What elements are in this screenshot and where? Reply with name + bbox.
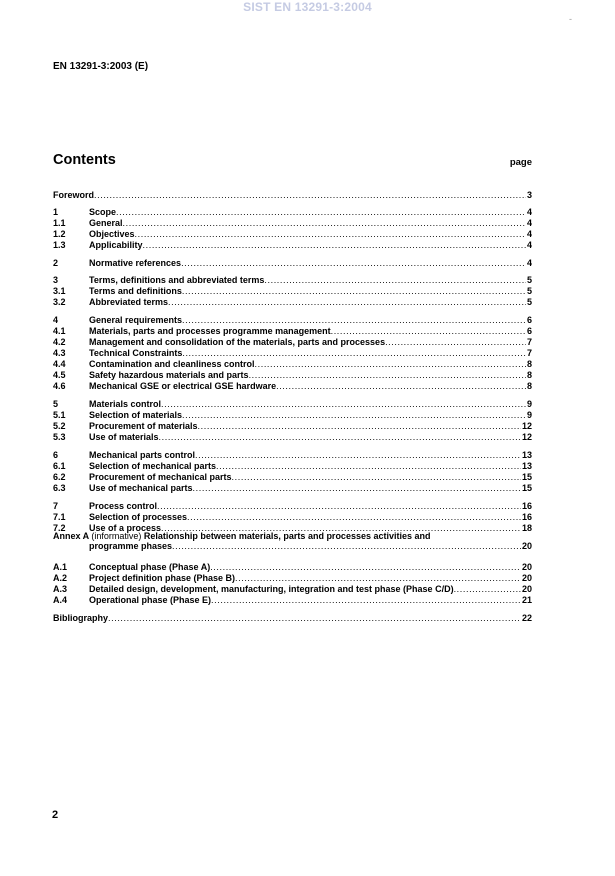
dot-leader xyxy=(331,326,526,337)
toc-entry-page: 15 xyxy=(521,472,532,482)
dot-leader xyxy=(255,359,526,370)
toc-entry[interactable] xyxy=(53,348,532,359)
toc-entry-title: General xyxy=(89,218,123,228)
toc-entry-number: 4.6 xyxy=(53,381,66,391)
toc-entry-title: Use of a process xyxy=(89,523,162,533)
toc-entry-number: A.2 xyxy=(53,573,68,583)
toc-entry-page: 15 xyxy=(521,483,532,493)
dot-leader xyxy=(159,432,521,443)
page-number: 2 xyxy=(52,809,59,821)
toc-entry-title: Process control xyxy=(89,501,158,511)
dot-leader xyxy=(385,337,526,348)
dot-leader xyxy=(454,584,521,595)
toc-entry-number: 4 xyxy=(53,315,59,325)
toc-entry[interactable] xyxy=(53,562,532,573)
toc-entry-number: 6 xyxy=(53,450,59,460)
toc-entry-title: Materials, parts and processes programme management xyxy=(89,326,331,336)
toc-entry[interactable] xyxy=(53,218,532,229)
toc-entry-page: 20 xyxy=(521,541,532,551)
toc-entry-page: 22 xyxy=(521,613,532,623)
toc-entry-page: 4 xyxy=(526,229,532,239)
toc-entry[interactable] xyxy=(53,359,532,370)
toc-entry[interactable] xyxy=(53,207,532,218)
toc-entry-number: 4.3 xyxy=(53,348,66,358)
toc-entry-number: 4.2 xyxy=(53,337,66,347)
toc-entry[interactable] xyxy=(53,483,532,494)
toc-entry-title: Applicability xyxy=(89,240,143,250)
dot-leader xyxy=(216,461,521,472)
toc-entry-number: 4.1 xyxy=(53,326,66,336)
toc-entry-title: Use of mechanical parts xyxy=(89,483,193,493)
dot-leader xyxy=(143,240,526,251)
toc-entry-number: 7.2 xyxy=(53,523,66,533)
toc-entry[interactable] xyxy=(53,258,532,269)
toc-entry-page: 9 xyxy=(526,399,532,409)
toc-entry-title: Scope xyxy=(89,207,117,217)
toc-entry[interactable] xyxy=(53,461,532,472)
annex-note: (informative) xyxy=(91,531,142,541)
toc-entry-title: Procurement of materials xyxy=(89,421,198,431)
dot-leader xyxy=(172,541,521,552)
toc-entry-title: Materials control xyxy=(89,399,162,409)
toc-entry[interactable] xyxy=(53,399,532,410)
dot-leader xyxy=(198,421,521,432)
toc-entry-page: 5 xyxy=(526,286,532,296)
toc-entry[interactable] xyxy=(53,531,532,552)
toc-entry-title: Normative references xyxy=(89,258,182,268)
dot-leader xyxy=(94,190,526,201)
toc-entry-title: Selection of mechanical parts xyxy=(89,461,217,471)
toc-entry[interactable] xyxy=(53,472,532,483)
toc-entry-title: Mechanical parts control xyxy=(89,450,196,460)
toc-entry[interactable] xyxy=(53,240,532,251)
toc-entry[interactable] xyxy=(53,297,532,308)
toc-entry[interactable] xyxy=(53,315,532,326)
dot-leader xyxy=(187,512,521,523)
toc-entry-title-continued: programme phases xyxy=(89,541,173,551)
toc-entry[interactable] xyxy=(53,421,532,432)
toc-entry-number: 5.3 xyxy=(53,432,66,442)
toc-entry-page: 5 xyxy=(526,297,532,307)
toc-entry-page: 12 xyxy=(521,432,532,442)
toc-entry[interactable] xyxy=(53,326,532,337)
page-column-heading: page xyxy=(509,157,532,168)
toc-entry-page: 20 xyxy=(521,562,532,572)
toc-entry[interactable] xyxy=(53,337,532,348)
toc-entry-title: Terms and definitions xyxy=(89,286,182,296)
toc-entry-number: 4.4 xyxy=(53,359,66,369)
toc-entry-title: Project definition phase (Phase B) xyxy=(89,573,236,583)
toc-entry-title: Mechanical GSE or electrical GSE hardware xyxy=(89,381,277,391)
toc-entry[interactable] xyxy=(53,595,532,606)
dot-leader xyxy=(123,218,526,229)
toc-entry-page: 16 xyxy=(521,512,532,522)
toc-entry[interactable] xyxy=(53,275,532,286)
dot-leader xyxy=(264,275,526,286)
watermark: SIST EN 13291-3:2004 xyxy=(243,0,372,14)
dot-leader xyxy=(195,450,521,461)
dot-leader xyxy=(182,315,526,326)
dot-leader xyxy=(161,399,526,410)
toc-entry-page: 6 xyxy=(526,315,532,325)
dot-leader xyxy=(182,410,526,421)
toc-entry-number: 3 xyxy=(53,275,59,285)
toc-entry[interactable] xyxy=(53,584,532,595)
toc-entry-page: 21 xyxy=(521,595,532,605)
toc-entry[interactable] xyxy=(53,229,532,240)
toc-entry-page: 13 xyxy=(521,450,532,460)
toc-entry-title: Bibliography xyxy=(53,613,109,623)
toc-entry-title: Conceptual phase (Phase A) xyxy=(89,562,211,572)
dot-leader xyxy=(182,286,526,297)
toc-entry-number: 5.1 xyxy=(53,410,66,420)
dot-leader xyxy=(193,483,521,494)
toc-entry-number: 3.1 xyxy=(53,286,66,296)
toc-entry-title: Objectives xyxy=(89,229,135,239)
toc-entry[interactable] xyxy=(53,381,532,392)
dot-leader xyxy=(108,613,521,624)
toc-entry-title: Selection of processes xyxy=(89,512,188,522)
toc-entry-title: Selection of materials xyxy=(89,410,183,420)
toc-entry[interactable] xyxy=(53,432,532,443)
toc-entry-page: 20 xyxy=(521,584,532,594)
toc-entry-page: 9 xyxy=(526,410,532,420)
dot-leader xyxy=(210,562,521,573)
toc-entry-title: Contamination and cleanliness control xyxy=(89,359,255,369)
toc-entry-number: 1 xyxy=(53,207,59,217)
toc-entry[interactable] xyxy=(53,450,532,461)
dot-leader xyxy=(135,229,526,240)
toc-entry-number: 7 xyxy=(53,501,59,511)
toc-entry-page: 8 xyxy=(526,381,532,391)
toc-entry-page: 5 xyxy=(526,275,532,285)
toc-entry[interactable] xyxy=(53,573,532,584)
annex-title: Relationship between materials, parts and processes activities and xyxy=(143,531,431,541)
toc-entry-number: 5.2 xyxy=(53,421,66,431)
toc-entry-page: 8 xyxy=(526,370,532,380)
toc-entry-page: 12 xyxy=(521,421,532,431)
dot-leader xyxy=(211,595,521,606)
contents-title: Contents xyxy=(53,152,116,168)
toc-entry-number: 6.3 xyxy=(53,483,66,493)
toc-entry[interactable] xyxy=(53,501,532,512)
toc-entry[interactable] xyxy=(53,512,532,523)
toc-entry-number: 1.1 xyxy=(53,218,66,228)
toc-entry-title: Foreword xyxy=(53,190,95,200)
toc-entry-page: 13 xyxy=(521,461,532,471)
toc-entry-page: 3 xyxy=(526,190,532,200)
toc-entry-number: 3.2 xyxy=(53,297,66,307)
toc-entry-page: 8 xyxy=(526,359,532,369)
annex-label: Annex A xyxy=(53,531,89,541)
toc-entry-page: 4 xyxy=(526,258,532,268)
toc-entry-number: 1.3 xyxy=(53,240,66,250)
toc-entry[interactable] xyxy=(53,613,532,624)
dot-leader xyxy=(276,381,526,392)
toc-entry-title: General requirements xyxy=(89,315,183,325)
toc-entry[interactable] xyxy=(53,370,532,381)
toc-entry-number: A.4 xyxy=(53,595,68,605)
toc-entry[interactable] xyxy=(53,410,532,421)
toc-entry-page: 20 xyxy=(521,573,532,583)
toc-entry[interactable] xyxy=(53,286,532,297)
toc-entry-page: 7 xyxy=(526,348,532,358)
toc-entry-number: A.3 xyxy=(53,584,68,594)
toc-entry-title: Management and consolidation of the materials, parts and processes xyxy=(89,337,386,347)
dot-leader xyxy=(235,573,521,584)
document-id: EN 13291-3:2003 (E) xyxy=(53,61,149,72)
toc-entry-number: 6.2 xyxy=(53,472,66,482)
toc-entry-title: Abbreviated terms xyxy=(89,297,169,307)
dot-leader xyxy=(168,297,526,308)
dot-leader xyxy=(232,472,521,483)
toc-entry-title: Terms, definitions and abbreviated terms xyxy=(89,275,265,285)
dot-leader xyxy=(249,370,526,381)
toc-entry-title: Detailed design, development, manufacturing, integration and test phase (Phase C/D) xyxy=(89,584,454,594)
toc-entry-page: 4 xyxy=(526,240,532,250)
dot-leader xyxy=(181,258,526,269)
toc-entry-number: 1.2 xyxy=(53,229,66,239)
dot-leader xyxy=(182,348,526,359)
toc-entry-page: 4 xyxy=(526,218,532,228)
toc-entry-title: Operational phase (Phase E) xyxy=(89,595,212,605)
toc-entry[interactable] xyxy=(53,190,532,201)
toc-entry-title: Technical Constraints xyxy=(89,348,183,358)
toc-entry-page: 18 xyxy=(521,523,532,533)
toc-entry-page: 7 xyxy=(526,337,532,347)
toc-entry-number: 2 xyxy=(53,258,59,268)
toc-entry-number: A.1 xyxy=(53,562,68,572)
toc-entry-number: 7.1 xyxy=(53,512,66,522)
toc-entry-number: 5 xyxy=(53,399,59,409)
toc-entry-page: 16 xyxy=(521,501,532,511)
toc-entry-page: 6 xyxy=(526,326,532,336)
toc-entry-title: Procurement of mechanical parts xyxy=(89,472,232,482)
toc-entry-number: 4.5 xyxy=(53,370,66,380)
toc-entry-title: Safety hazardous materials and parts xyxy=(89,370,249,380)
dot-leader xyxy=(157,501,521,512)
toc-entry-page: 4 xyxy=(526,207,532,217)
toc-entry-title: Use of materials xyxy=(89,432,159,442)
dot-leader xyxy=(116,207,526,218)
toc-entry-number: 6.1 xyxy=(53,461,66,471)
corner-mark: - xyxy=(569,14,572,24)
